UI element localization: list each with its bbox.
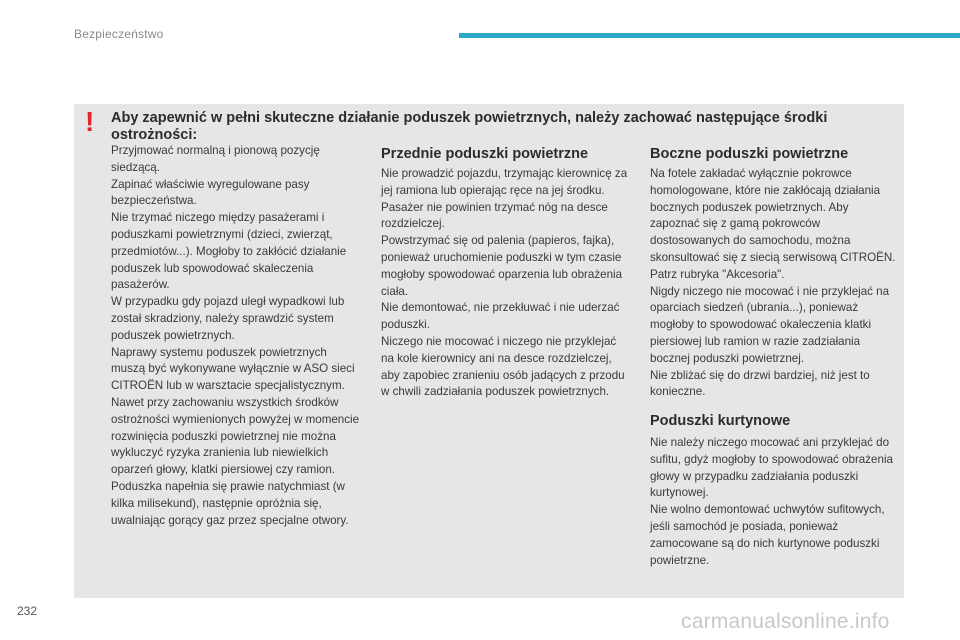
warning-headline: Aby zapewnić w pełni skuteczne działanie poduszek powietrznych, należy zachować następujące środki ostrożności: (111, 110, 828, 143)
header-accent-bar (459, 33, 960, 38)
curtain-airbags-text: Nie należy niczego mocować ani przyklejać do sufitu, gdyż mogłoby to spowodować obrażenia głowy w przypadku zadziałania poduszki kurtynowej. Nie wolno demontować uchwytów sufitowych, jeśli samochód je posiada, ponieważ zamocowane są do nich kurtynowe poduszki powietrzne. (650, 436, 893, 567)
watermark: carmanualsonline.info (681, 610, 890, 633)
warning-icon: ! (85, 106, 95, 137)
section-title: Bezpieczeństwo (74, 27, 164, 41)
side-airbags-heading: Boczne poduszki powietrzne (650, 146, 849, 162)
page-number: 232 (17, 604, 38, 618)
side-airbags-text: Na fotele zakładać wyłącznie pokrowce homologowane, które nie zakłócają działania bocznych poduszek powietrznych. Aby zapoznać się z gamą pokrowców dostosowanych do samochodu, można skonsultować się z siecią serwisową CITROËN. Patrz rubryka "Akcesoria". Nigdy niczego nie mocować i nie przyklejać na oparciach siedzeń (ubrania...), ponieważ mogłoby to spowodować okaleczenia klatki piersiowej lub ramion w razie zadziałania bocznej poduszki powietrznej. Nie zbliżać się do drzwi bardziej, niż jest to konieczne. (650, 167, 896, 399)
front-airbags-text: Nie prowadzić pojazdu, trzymając kierownicę za jej ramiona lub opierając ręce na jej środku. Pasażer nie powinien trzymać nóg na desce rozdzielczej. Powstrzymać się od palenia (papieros, fajka), ponieważ uruchomienie poduszki w tym czasie mogłoby spowodować oparzenia lub obrażenia ciała. Nie demontować, nie przekłuwać i nie uderzać poduszki. Niczego nie mocować i niczego nie przyklejać na kole kierownicy ani na desce rozdzielczej, aby zapobiec zranieniu osób jadących z przodu w chwili zadziałania poduszek powietrznych. (381, 167, 628, 399)
front-airbags-heading: Przednie poduszki powietrzne (381, 146, 589, 162)
curtain-airbags-heading: Poduszki kurtynowe (650, 413, 791, 429)
general-precautions-text: Przyjmować normalną i pionową pozycję siedzącą. Zapinać właściwie wyregulowane pasy bezpieczeństwa. Nie trzymać niczego między pasażerami i poduszkami powietrznymi (dzieci, zwierząt, przedmiotów...). Mogłoby to zakłócić działanie poduszek lub spowodować skaleczenia pasażerów. W przypadku gdy pojazd uległ wypadkowi lub został skradziony, należy sprawdzić system poduszek powietrznych. Naprawy systemu poduszek powietrznych muszą być wykonywane wyłącznie w ASO sieci CITROËN lub w warsztacie specjalistycznym. Nawet przy zachowaniu wszystkich środków ostrożności wymienionych powyżej w momencie rozwinięcia poduszki powietrznej nie można wykluczyć ryzyka zranienia lub niewielkich oparzeń głowy, klatki piersiowej czy ramion. Poduszka napełnia się prawie natychmiast (w kilka milisekund), następnie opróżnia się, uwalniając gorący gaz przez specjalne otwory. (111, 144, 360, 527)
